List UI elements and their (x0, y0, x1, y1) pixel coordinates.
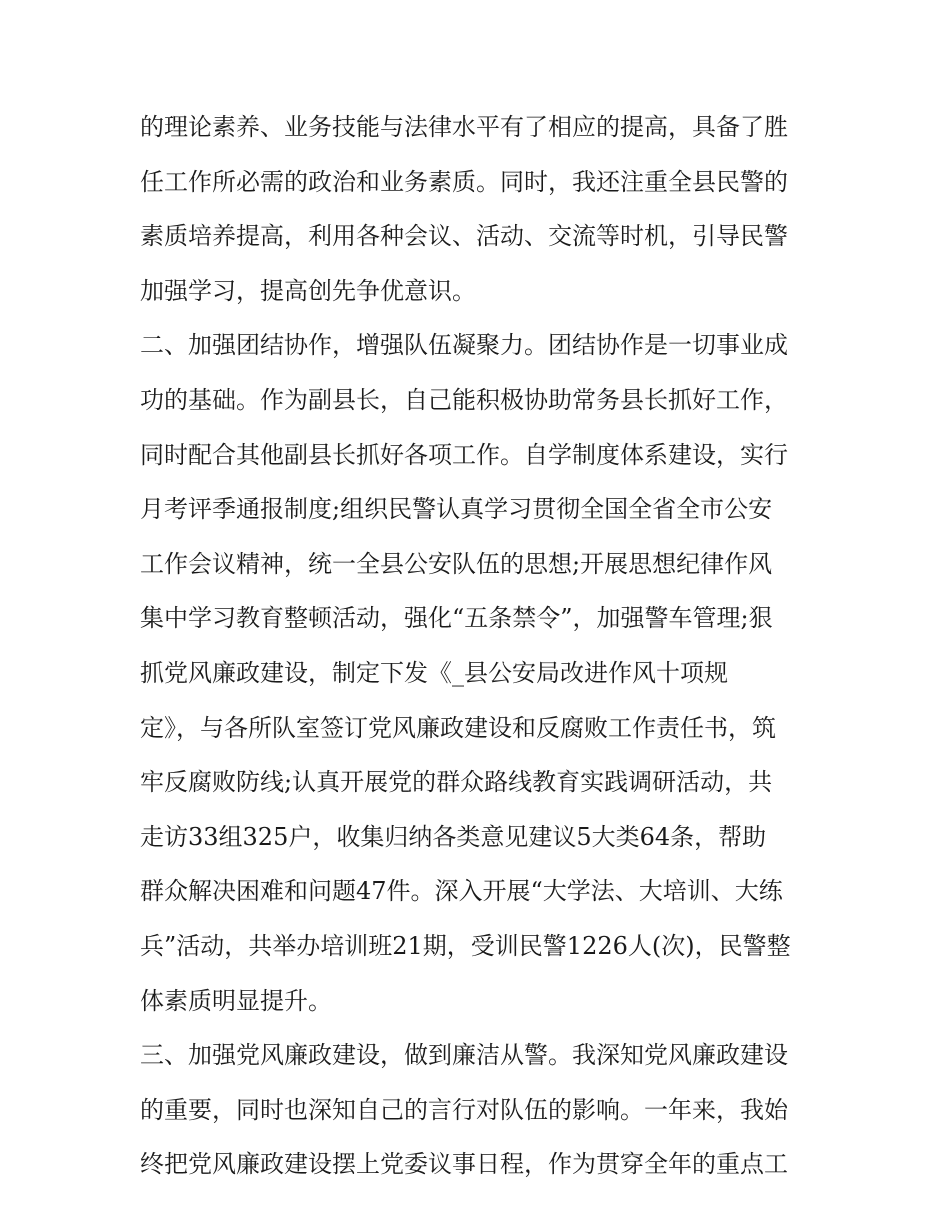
text-line: 同时配合其他副县长抓好各项工作。自学制度体系建设，实行 (140, 440, 788, 469)
text-line: 定》，与各所队室签订党风廉政建设和反腐败工作责任书，筑 (140, 713, 776, 742)
text-line: 三、加强党风廉政建设，做到廉洁从警。我深知党风廉政建设 (140, 1041, 788, 1070)
text-line: 功的基础。作为副县长，自己能积极协助常务县长抓好工作， (140, 385, 788, 414)
text-line: 终把党风廉政建设摆上党委议事日程，作为贯穿全年的重点工 (140, 1150, 788, 1179)
text-line: 的理论素养、业务技能与法律水平有了相应的提高，具备了胜 (140, 113, 788, 141)
text-line: 兵”活动，共举办培训班21期，受训民警1226人(次)，民警整 (140, 931, 791, 960)
text-line: 的重要，同时也深知自己的言行对队伍的影响。一年来，我始 (140, 1095, 788, 1124)
text-line: 加强学习，提高创先争优意识。 (140, 276, 476, 305)
text-line: 抓党风廉政建设，制定下发《_县公安局改进作风十项规 (140, 658, 728, 687)
text-line: 群众解决困难和问题47件。深入开展“大学法、大培训、大练 (140, 877, 783, 906)
text-line: 体素质明显提升。 (140, 986, 332, 1015)
text-line: 二、加强团结协作，增强队伍凝聚力。团结协作是一切事业成 (140, 331, 788, 360)
text-line: 集中学习教育整顿活动，强化“五条禁令”，加强警车管理;狠 (140, 604, 773, 633)
body-text (140, 100, 840, 1192)
text-line: 月考评季通报制度;组织民警认真学习贯彻全国全省全市公安 (140, 495, 773, 524)
text-line: 牢反腐败防线;认真开展党的群众路线教育实践调研活动，共 (140, 768, 773, 797)
text-line: 工作会议精神，统一全县公安队伍的思想;开展思想纪律作风 (140, 549, 773, 578)
text-line: 素质培养提高，利用各种会议、活动、交流等时机，引导民警 (140, 222, 788, 251)
text-line: 任工作所必需的政治和业务素质。同时，我还注重全县民警的 (140, 167, 788, 196)
text-line: 走访33组325户，收集归纳各类意见建议5大类64条，帮助 (140, 822, 767, 851)
